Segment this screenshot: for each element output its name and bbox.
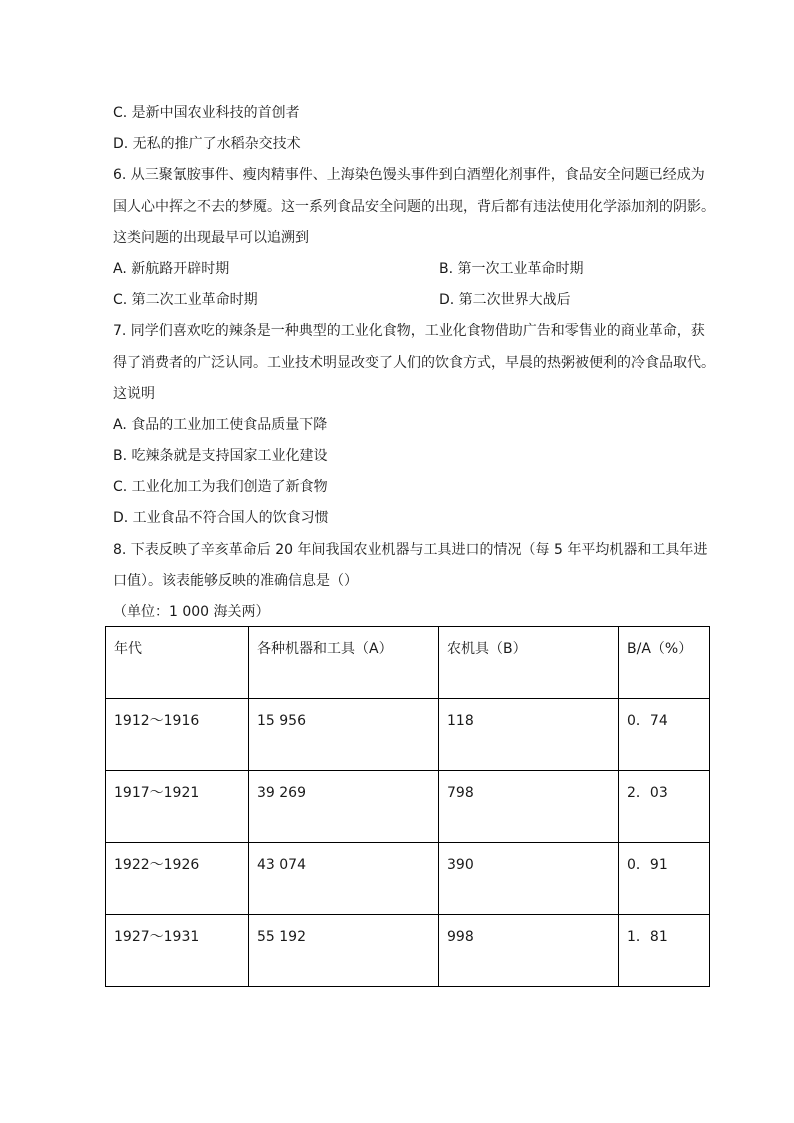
header-cell-era: 年代 xyxy=(106,627,249,699)
header-cell-ratio: B/A（%） xyxy=(619,627,710,699)
q7-option-d: D. 工业食品不符合国人的饮食习惯 xyxy=(113,510,329,526)
q6-option-d: D. 第二次世界大战后 xyxy=(439,292,571,308)
q6-option-c: C. 第二次工业革命时期 xyxy=(113,292,258,308)
q6-stem-line-1: 6. 从三聚氰胺事件、瘦肉精事件、上海染色馒头事件到白酒塑化剂事件，食品安全问题已经成为 xyxy=(113,167,705,183)
table-cell: 55 192 xyxy=(249,915,439,987)
table-cell: 0．74 xyxy=(619,699,710,771)
q7-option-b: B. 吃辣条就是支持国家工业化建设 xyxy=(113,448,328,464)
header-cell-farm-tools: 农机具（B） xyxy=(439,627,619,699)
table-cell: 2．03 xyxy=(619,771,710,843)
q5-option-c: C. 是新中国农业科技的首创者 xyxy=(113,105,300,121)
table-cell: 15 956 xyxy=(249,699,439,771)
table-cell: 998 xyxy=(439,915,619,987)
table-cell: 1917～1921 xyxy=(106,771,249,843)
table-row xyxy=(106,915,710,987)
table-cell: 390 xyxy=(439,843,619,915)
table-cell: 0．91 xyxy=(619,843,710,915)
q6-option-b: B. 第一次工业革命时期 xyxy=(439,261,584,277)
import-data-table xyxy=(105,626,710,987)
q6-stem-line-3: 这类问题的出现最早可以追溯到 xyxy=(113,230,309,246)
q7-stem-line-1: 7. 同学们喜欢吃的辣条是一种典型的工业化食物，工业化食物借助广告和零售业的商业革命，获 xyxy=(113,323,705,339)
q8-stem-line-1: 8. 下表反映了辛亥革命后 20 年间我国农业机器与工具进口的情况（每 5 年平均机器和工具年进 xyxy=(113,542,708,558)
q6-stem-line-2: 国人心中挥之不去的梦魇。这一系列食品安全问题的出现，背后都有违法使用化学添加剂的阴影。 xyxy=(113,199,715,215)
table-header-row xyxy=(106,627,710,699)
table-cell: 1922～1926 xyxy=(106,843,249,915)
table-cell: 118 xyxy=(439,699,619,771)
table-cell: 39 269 xyxy=(249,771,439,843)
table-cell: 1．81 xyxy=(619,915,710,987)
header-cell-machines-tools: 各种机器和工具（A） xyxy=(249,627,439,699)
q5-option-d: D. 无私的推广了水稻杂交技术 xyxy=(113,136,301,152)
table-row xyxy=(106,699,710,771)
table-unit-note: （单位：1 000 海关两） xyxy=(113,604,270,620)
q7-stem-line-2: 得了消费者的广泛认同。工业技术明显改变了人们的饮食方式，早晨的热粥被便利的冷食品取代。 xyxy=(113,355,715,371)
table-cell: 1912～1916 xyxy=(106,699,249,771)
table-row xyxy=(106,843,710,915)
table-cell: 1927～1931 xyxy=(106,915,249,987)
q8-stem-line-2: 口值）。该表能够反映的准确信息是（） xyxy=(113,573,358,589)
q6-option-a: A. 新航路开辟时期 xyxy=(113,261,230,277)
q7-option-a: A. 食品的工业加工使食品质量下降 xyxy=(113,417,328,433)
q7-option-c: C. 工业化加工为我们创造了新食物 xyxy=(113,479,328,495)
table-cell: 43 074 xyxy=(249,843,439,915)
q7-stem-line-3: 这说明 xyxy=(113,386,155,402)
table-cell: 798 xyxy=(439,771,619,843)
table-row xyxy=(106,771,710,843)
